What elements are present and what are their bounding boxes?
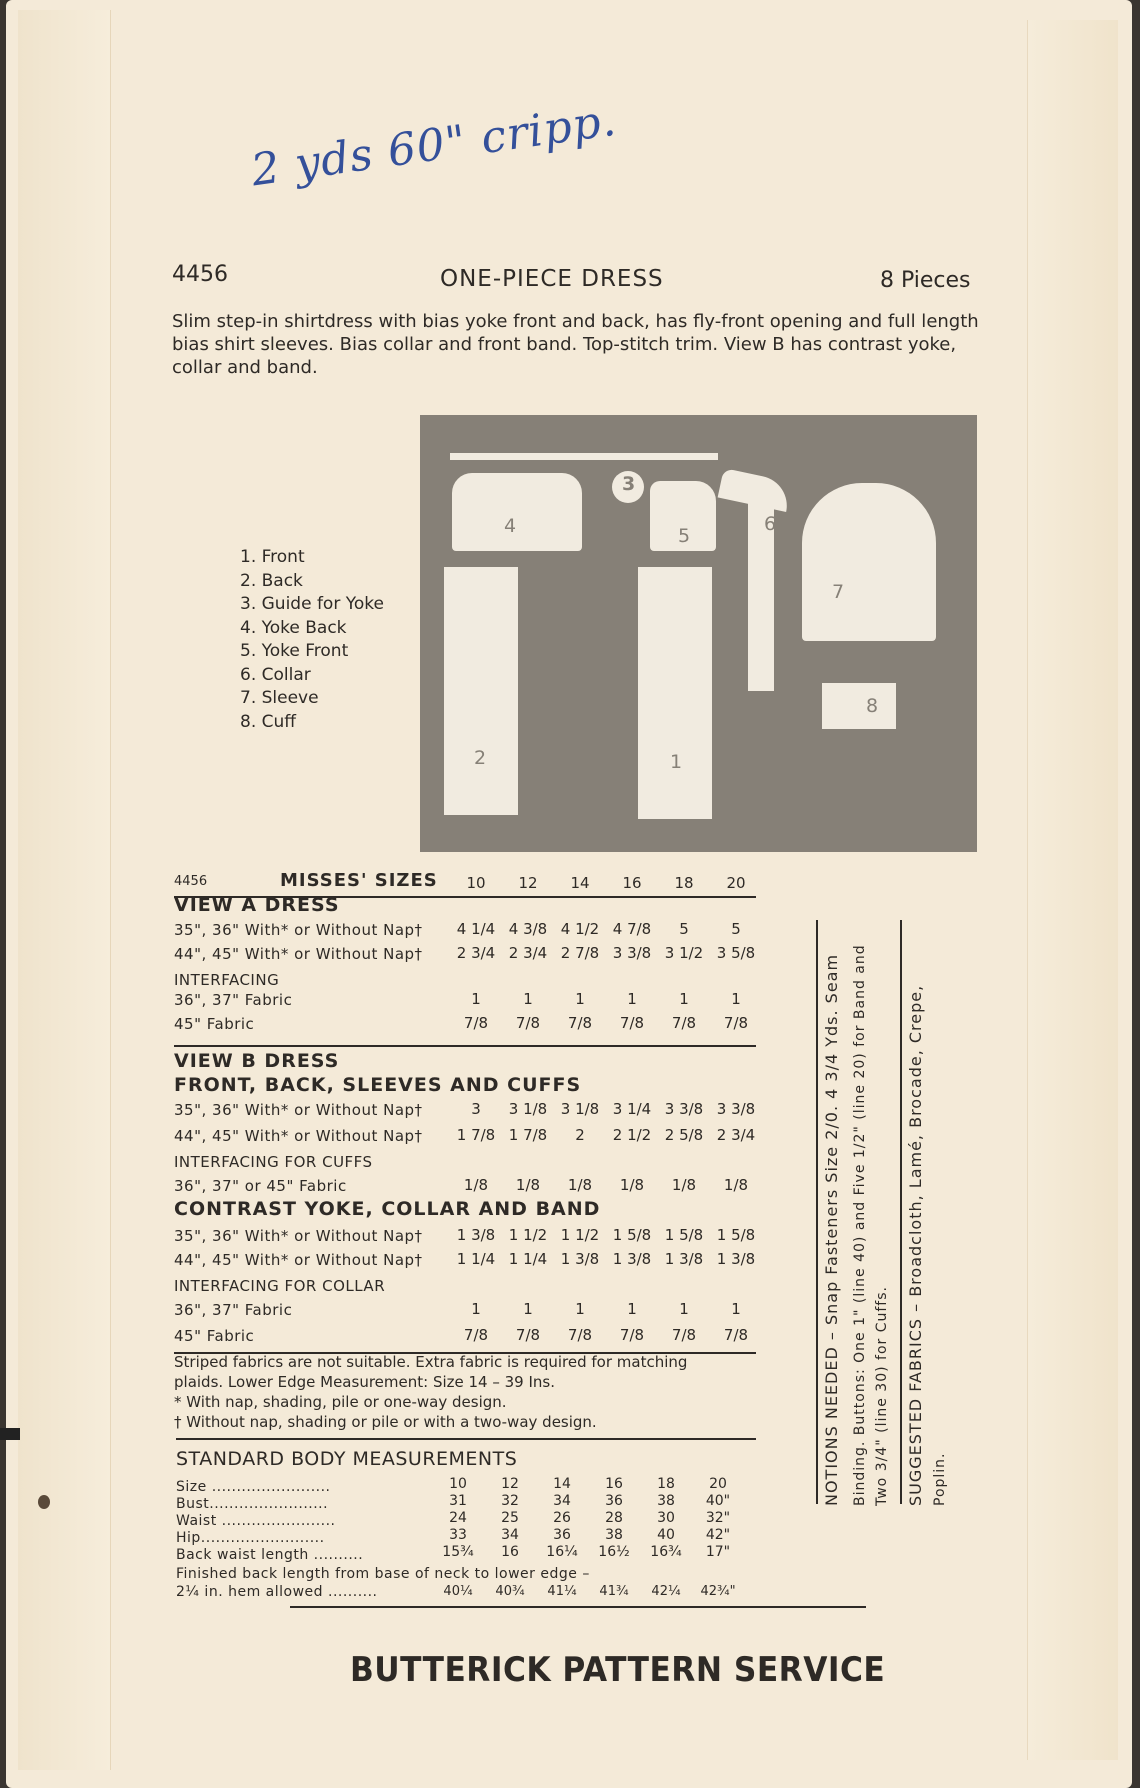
- table-cell: 1 3/8: [664, 1250, 704, 1268]
- row-label: 44", 45" With* or Without Nap†: [174, 945, 423, 963]
- row-label: 35", 36" With* or Without Nap†: [174, 1101, 423, 1119]
- measurement-cell: 28: [605, 1510, 623, 1526]
- table-cell: 1/8: [723, 1176, 749, 1194]
- envelope-flap-right: [1027, 20, 1118, 1760]
- table-cell: 1: [471, 990, 481, 1008]
- finished-length-cell: 40¾: [495, 1584, 525, 1599]
- finished-length-cell: 41¾: [599, 1584, 629, 1599]
- table-row: [174, 1126, 764, 1145]
- table-cell: 7/8: [671, 1326, 697, 1344]
- section-heading: [174, 894, 764, 916]
- measurement-cell: 26: [553, 1510, 571, 1526]
- piece-number-3: 3: [622, 473, 636, 495]
- piece-count: 8 Pieces: [880, 268, 971, 293]
- table-cell: 7/8: [723, 1326, 749, 1344]
- table-cell: 4 7/8: [612, 920, 652, 938]
- table-row: [174, 1250, 764, 1269]
- table-cell: 7/8: [463, 1326, 489, 1344]
- table-cell: 3 3/8: [664, 1100, 704, 1118]
- row-label: INTERFACING FOR COLLAR: [174, 1277, 386, 1295]
- measurement-cell: 36: [605, 1493, 623, 1509]
- table-row: [174, 1326, 764, 1345]
- table-cell: 1: [523, 990, 533, 1008]
- table-cell: 1 1/4: [508, 1250, 548, 1268]
- piece-number-7: 7: [832, 581, 845, 603]
- size-header-cell: 18: [674, 874, 694, 892]
- piece-list-item: 3. Guide for Yoke: [240, 594, 384, 614]
- table-cell: 3 3/8: [716, 1100, 756, 1118]
- table-row: [174, 1152, 764, 1171]
- piece-list-item: 4. Yoke Back: [240, 617, 347, 638]
- table-cell: 1: [523, 1300, 533, 1318]
- measurement-label: Size ........................: [176, 1479, 331, 1495]
- table-cell: 1 5/8: [664, 1226, 704, 1244]
- row-label: 35", 36" With* or Without Nap†: [174, 1227, 423, 1245]
- table-cell: 5: [679, 920, 689, 938]
- piece-guide-strip: [450, 453, 718, 460]
- piece-yoke-back: [452, 473, 582, 551]
- notes-block: [174, 1352, 687, 1432]
- yardage-table: [174, 870, 774, 1350]
- table-row: [174, 990, 764, 1009]
- table-cell: 1: [731, 990, 741, 1008]
- notions-divider: [816, 920, 818, 1504]
- table-cell: 1: [575, 1300, 585, 1318]
- table-cell: 1/8: [619, 1176, 645, 1194]
- fabrics-line-2: [932, 1453, 948, 1507]
- finished-length-label: 2¼ in. hem allowed ..........: [176, 1584, 378, 1600]
- section-heading: [174, 1074, 764, 1096]
- table-cell: 7/8: [619, 1014, 645, 1032]
- notions-line-3: [874, 1286, 890, 1506]
- piece-cuff: [822, 683, 896, 729]
- table-cell: 1: [627, 990, 637, 1008]
- piece-number-1: 1: [670, 751, 683, 773]
- measurement-cell: 32": [705, 1510, 731, 1526]
- piece-list-item: 1. Front: [240, 547, 305, 567]
- note-line: plaids. Lower Edge Measurement: Size 14 – 39 Ins.: [174, 1373, 555, 1391]
- measurement-row: [176, 1544, 731, 1563]
- row-label: 36", 37" Fabric: [174, 1301, 293, 1319]
- piece-number-2: 2: [474, 747, 487, 769]
- table-rule: [176, 1438, 756, 1440]
- measurement-cell: 34: [501, 1527, 519, 1543]
- finished-length-cell: 40¼: [443, 1584, 473, 1599]
- piece-list-item: 7. Sleeve: [240, 688, 319, 708]
- fabrics-line-1: [906, 985, 925, 1506]
- piece-list-item: 6. Collar: [240, 664, 311, 685]
- table-cell: 7/8: [671, 1014, 697, 1032]
- measurement-cell: 40: [657, 1527, 675, 1543]
- table-cell: 3 1/4: [612, 1100, 652, 1118]
- table-cell: 7/8: [463, 1014, 489, 1032]
- piece-list-item: 2. Back: [240, 570, 303, 591]
- measurement-cell: 16¼: [546, 1544, 578, 1560]
- fabrics-text: Poplin.: [932, 1452, 948, 1506]
- row-label: 45" Fabric: [174, 1327, 255, 1345]
- table-cell: 3 1/8: [508, 1100, 548, 1118]
- table-cell: 3 5/8: [716, 944, 756, 962]
- finished-length-cell: 42¾": [700, 1584, 736, 1599]
- note-line: † Without nap, shading or pile or with a two-way design.: [174, 1413, 597, 1431]
- note-line: * With nap, shading, pile or one-way design.: [174, 1393, 507, 1411]
- piece-sleeve: [802, 483, 936, 641]
- piece-number-6: 6: [764, 513, 777, 535]
- stain-mark: [38, 1495, 50, 1509]
- table-row: [174, 920, 764, 939]
- pattern-description: Slim step-in shirtdress with bias yoke front and back, has fly-front opening and full length bias shirt sleeves. Bias collar and front band. Top-stitch trim. View B has contrast yoke, collar and band.: [172, 311, 979, 378]
- notions-text: Binding. Buttons: One 1" (line 40) and Five 1/2" (line 20) for Band and: [852, 944, 868, 1506]
- row-label: 45" Fabric: [174, 1015, 255, 1033]
- measurement-cell: 42": [705, 1527, 731, 1543]
- table-cell: 2 3/4: [508, 944, 548, 962]
- table-cell: 3 3/8: [612, 944, 652, 962]
- table-cell: 1 7/8: [456, 1126, 496, 1144]
- row-label: INTERFACING FOR CUFFS: [174, 1153, 373, 1171]
- table-cell: 3 1/8: [560, 1100, 600, 1118]
- table-title: MISSES' SIZES: [280, 870, 438, 891]
- table-cell: 1/8: [671, 1176, 697, 1194]
- measurement-cell: 40": [705, 1493, 731, 1509]
- section-heading: [174, 1198, 764, 1220]
- size-header-cell: 16: [622, 874, 642, 892]
- table-row: [174, 1100, 764, 1119]
- measurement-cell: 16¾: [650, 1544, 682, 1560]
- measurement-cell: 10: [449, 1476, 467, 1492]
- brand-footer: BUTTERICK PATTERN SERVICE: [350, 1650, 886, 1690]
- measurement-label: Bust........................: [176, 1496, 329, 1512]
- table-cell: 2 3/4: [716, 1126, 756, 1144]
- size-header-cell: 14: [570, 874, 590, 892]
- size-header-cell: 12: [518, 874, 538, 892]
- table-cell: 1: [679, 990, 689, 1008]
- table-rule: [174, 1045, 756, 1047]
- measurement-cell: 18: [657, 1476, 675, 1492]
- measurement-cell: 31: [449, 1493, 467, 1509]
- row-label: 44", 45" With* or Without Nap†: [174, 1251, 423, 1269]
- measurement-label: Waist .......................: [176, 1513, 336, 1529]
- piece-number-4: 4: [504, 515, 517, 537]
- measurement-cell: 20: [709, 1476, 727, 1492]
- table-cell: 4 1/2: [560, 920, 600, 938]
- measurement-cell: 33: [449, 1527, 467, 1543]
- piece-number-8: 8: [866, 695, 879, 717]
- table-cell: 1 1/4: [456, 1250, 496, 1268]
- table-cell: 2 5/8: [664, 1126, 704, 1144]
- table-cell: 7/8: [567, 1014, 593, 1032]
- measurement-cell: 30: [657, 1510, 675, 1526]
- notions-text: Two 3/4" (line 30) for Cuffs.: [874, 1286, 890, 1506]
- notions-line-1: [822, 954, 841, 1506]
- table-cell: 1 3/8: [612, 1250, 652, 1268]
- measurements-table: [176, 1444, 866, 1614]
- notions-line-2: [852, 944, 868, 1506]
- piece-list: [240, 546, 384, 734]
- pattern-pieces-diagram: [420, 415, 977, 852]
- table-cell: 1: [575, 990, 585, 1008]
- table-cell: 4 3/8: [508, 920, 548, 938]
- row-label: 36", 37" Fabric: [174, 991, 293, 1009]
- measurement-cell: 14: [553, 1476, 571, 1492]
- finished-length-line: Finished back length from base of neck to lower edge –: [176, 1566, 590, 1582]
- table-row: [174, 1014, 764, 1033]
- table-cell: 1: [679, 1300, 689, 1318]
- table-cell: 1 1/2: [560, 1226, 600, 1244]
- table-number: 4456: [174, 874, 208, 889]
- row-label: 44", 45" With* or Without Nap†: [174, 1127, 423, 1145]
- table-cell: 1 5/8: [716, 1226, 756, 1244]
- row-label: 36", 37" or 45" Fabric: [174, 1177, 347, 1195]
- table-cell: 1/8: [515, 1176, 541, 1194]
- section-heading-text: FRONT, BACK, SLEEVES AND CUFFS: [174, 1074, 582, 1096]
- piece-back: [444, 567, 518, 815]
- table-cell: 4 1/4: [456, 920, 496, 938]
- table-cell: 1 5/8: [612, 1226, 652, 1244]
- measurement-cell: 12: [501, 1476, 519, 1492]
- table-cell: 7/8: [723, 1014, 749, 1032]
- pattern-number: 4456: [172, 262, 228, 287]
- section-heading: [174, 1050, 764, 1072]
- measurement-cell: 38: [605, 1527, 623, 1543]
- piece-list-item: 8. Cuff: [240, 711, 296, 732]
- table-cell: 7/8: [515, 1326, 541, 1344]
- table-cell: 2 3/4: [456, 944, 496, 962]
- measurement-cell: 38: [657, 1493, 675, 1509]
- table-row: [174, 1226, 764, 1245]
- measurements-heading: STANDARD BODY MEASUREMENTS: [176, 1448, 518, 1470]
- table-cell: 1 3/8: [716, 1250, 756, 1268]
- table-row: [174, 970, 764, 989]
- table-cell: 7/8: [619, 1326, 645, 1344]
- row-label: INTERFACING: [174, 971, 280, 989]
- row-label: 35", 36" With* or Without Nap†: [174, 921, 423, 939]
- piece-number-5: 5: [678, 525, 691, 547]
- measurement-cell: 34: [553, 1493, 571, 1509]
- table-cell: 2 7/8: [560, 944, 600, 962]
- table-cell: 7/8: [515, 1014, 541, 1032]
- section-heading-text: VIEW A DRESS: [174, 894, 340, 916]
- table-cell: 5: [731, 920, 741, 938]
- table-cell: 1 3/8: [456, 1226, 496, 1244]
- section-heading-text: VIEW B DRESS: [174, 1050, 340, 1072]
- table-cell: 1 7/8: [508, 1126, 548, 1144]
- table-cell: 2: [575, 1126, 585, 1144]
- fabrics-text: SUGGESTED FABRICS – Broadcloth, Lamé, Brocade, Crepe,: [906, 984, 925, 1506]
- notions-text: NOTIONS NEEDED – Snap Fasteners Size 2/0. 4 3/4 Yds. Seam: [822, 953, 841, 1506]
- table-row: [174, 1176, 764, 1195]
- pattern-title: ONE-PIECE DRESS: [440, 266, 664, 292]
- table-rule: [290, 1606, 866, 1608]
- table-row: [174, 1300, 764, 1319]
- handwritten-note: 2 yds 60" cripp.: [248, 94, 620, 197]
- size-header-cell: 10: [466, 874, 486, 892]
- tape-mark: [0, 1428, 20, 1440]
- table-cell: 1/8: [567, 1176, 593, 1194]
- table-cell: 3 1/2: [664, 944, 704, 962]
- section-heading-text: CONTRAST YOKE, COLLAR AND BAND: [174, 1198, 601, 1220]
- fabrics-divider: [900, 920, 902, 1504]
- envelope-flap-left: [18, 10, 111, 1770]
- table-row: [174, 1276, 764, 1295]
- measurement-cell: 17": [705, 1544, 731, 1560]
- measurement-cell: 16: [501, 1544, 519, 1560]
- size-header-cell: 20: [726, 874, 746, 892]
- measurement-cell: 16: [605, 1476, 623, 1492]
- finished-length-cell: 41¼: [547, 1584, 577, 1599]
- table-row: [174, 944, 764, 963]
- note-line: Striped fabrics are not suitable. Extra fabric is required for matching: [174, 1353, 688, 1371]
- measurement-label: Hip.........................: [176, 1530, 325, 1546]
- measurement-cell: 15¾: [442, 1544, 474, 1560]
- measurement-label: Back waist length ..........: [176, 1547, 364, 1563]
- measurement-cell: 24: [449, 1510, 467, 1526]
- measurement-cell: 16½: [598, 1544, 630, 1560]
- table-cell: 1: [471, 1300, 481, 1318]
- measurement-cell: 25: [501, 1510, 519, 1526]
- piece-list-item: 5. Yoke Front: [240, 641, 349, 661]
- table-cell: 1/8: [463, 1176, 489, 1194]
- finished-length-cell: 42¼: [651, 1584, 681, 1599]
- table-cell: 3: [471, 1100, 481, 1118]
- table-cell: 1: [731, 1300, 741, 1318]
- table-cell: 2 1/2: [612, 1126, 652, 1144]
- piece-front: [638, 567, 712, 819]
- table-cell: 1: [627, 1300, 637, 1318]
- table-cell: 7/8: [567, 1326, 593, 1344]
- measurement-cell: 36: [553, 1527, 571, 1543]
- measurement-cell: 32: [501, 1493, 519, 1509]
- table-cell: 1 3/8: [560, 1250, 600, 1268]
- table-cell: 1 1/2: [508, 1226, 548, 1244]
